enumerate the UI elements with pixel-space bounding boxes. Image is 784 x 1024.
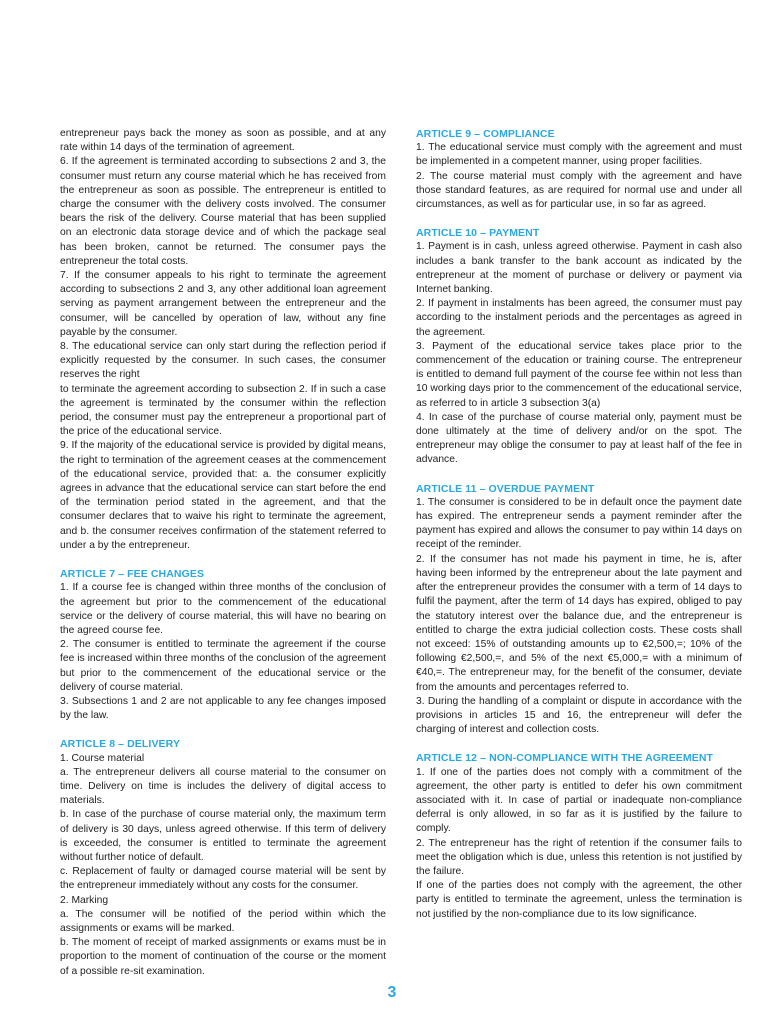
paragraph: c. Replacement of faulty or damaged course material will be sent by the entrepreneur immediately without any costs for the consumer. (60, 866, 386, 892)
article-11-heading: ARTICLE 11 – OVERDUE PAYMENT (416, 482, 595, 495)
paragraph: 2. If payment in instalments has been agreed, the consumer must pay according to the instalment periods and the percentages as agreed in the agreement. (416, 298, 742, 338)
paragraph: 2. Marking (60, 894, 109, 906)
article-12-heading: ARTICLE 12 – NON-COMPLIANCE WITH THE AGREEMENT (416, 752, 714, 765)
article-10-heading: ARTICLE 10 – PAYMENT (416, 227, 540, 240)
paragraph: 1. Course material (60, 752, 145, 764)
paragraph: 2. The course material must comply with the agreement and have those standard features, as are required for normal use and under all circumstances, as well as for particular use, in so far as agreed. (416, 170, 742, 211)
paragraph: 1. The consumer is considered to be in default once the payment date has expired. The entrepreneur sends a payment reminder after the payment has expired and allows the consumer to pay within 14 days on receipt of the reminder. (416, 496, 742, 551)
paragraph: 7. If the consumer appeals to his right to terminate the agreement according to subsections 2 and 3, any other additional loan agreement serving as payment arrangement between the entrepreneur and the consumer, will be cancelled by operation of law, without any fine payable by the consumer. (60, 270, 386, 338)
paragraph: entrepreneur pays back the money as soon as possible, and at any rate within 14 days of the termination of agreement. (60, 128, 386, 154)
paragraph: 1. If one of the parties does not comply with a commitment of the agreement, the other party is entitled to defer his own commitment associated with it. In case of partial or inadequate non-compliance deferral is only allowed, in so far as it is justified by the failure to comply. (416, 766, 742, 835)
paragraph: b. In case of the purchase of course material only, the maximum term of delivery is 30 days, unless agreed otherwise. If this term of delivery is exceeded, the consumer is entitled to terminate the agreement without further notice of default. (60, 809, 386, 863)
page-number: 3 (387, 984, 397, 1001)
paragraph: If one of the parties does not comply with the agreement, the other party is entitled to terminate the agreement, unless the termination is not justified by the non-compliance due to its low significance. (416, 880, 742, 920)
paragraph: 2. The entrepreneur has the right of retention if the consumer fails to meet the obligation which is due, unless this retention is not justified by the failure. (416, 837, 742, 877)
paragraph: 2. The consumer is entitled to terminate the agreement if the course fee is increased within three months of the conclusion of the agreement but prior to the commencement of the educational service or the delivery of course material. (60, 639, 386, 693)
paragraph: a. The consumer will be notified of the period within which the assignments or exams will be marked. (60, 908, 386, 934)
left-column (60, 127, 386, 979)
article-7-heading: ARTICLE 7 – FEE CHANGES (60, 568, 205, 581)
right-column (416, 127, 742, 922)
paragraph: 1. The educational service must comply with the agreement and must be implemented in a competent manner, using proper facilities. (416, 142, 742, 168)
paragraph: 2. If the consumer has not made his payment in time, he is, after having been informed by the entrepreneur about the late payment and after the entrepreneur provides the consumer with a term of 14 days to fulfil the payment, after the term of 14 days has expired, obliged to pay the statutory interest over the balance due, and the entrepreneur is entitled to charge the extra judicial collection costs. These costs shall not exceed: 15% of outstanding amounts up to €2,500,=; 10% of the following €2,500,=, and 5% of the next €5,000,= with a minimum of €40,=. The entrepreneur may, for the benefit of the consumer, deviate from the amounts and percentages referred to. (416, 553, 742, 693)
paragraph: 1. If a course fee is changed within three months of the conclusion of the agreement but prior to the commencement of the educational service or the delivery of course material, this will have no bearing on the agreed course fee. (60, 582, 386, 636)
article-8-heading: ARTICLE 8 – DELIVERY (60, 738, 181, 751)
paragraph: 1. Payment is in cash, unless agreed otherwise. Payment in cash also includes a bank transfer to the bank account as indicated by the entrepreneur at the moment of purchase or delivery or payment via Internet banking. (416, 241, 742, 296)
paragraph: 9. If the majority of the educational service is provided by digital means, the right to termination of the agreement ceases at the commencement of the educational service, provided that: a. the consumer explicitly agrees in advance that the educational service can start before the end of the termination period stated in the agreement, and that the consumer declares that to waive his right to terminate the agreement, and b. the consumer receives confirmation of the statement referred to under a by the entrepreneur. (60, 440, 386, 551)
paragraph: 6. If the agreement is terminated according to subsections 2 and 3, the consumer must return any course material which he has received from the entrepreneur as soon as possible. The entrepreneur is entitled to charge the consumer with the delivery costs involved. The consumer bears the risk of the delivery. Course material that has been supplied on an electronic data storage device and of which the package seal has been broken, cannot be returned. The consumer pays the entrepreneur the total costs. (60, 156, 386, 267)
paragraph: 8. The educational service can only start during the reflection period if explicitly requested by the consumer. In such cases, the consumer reserves the right (60, 341, 386, 381)
paragraph: to terminate the agreement according to subsection 2. If in such a case the agreement is terminated by the consumer within the reflection period, the consumer must pay the entrepreneur a proportional part of the price of the educational service. (60, 383, 386, 438)
paragraph: 3. During the handling of a complaint or dispute in accordance with the provisions in articles 15 and 16, the entrepreneur will defer the charging of interest and collection costs. (416, 695, 742, 736)
paragraph: b. The moment of receipt of marked assignments or exams must be in proportion to the moment of continuation of the course or the moment of a possible re-sit examination. (60, 937, 386, 977)
paragraph: a. The entrepreneur delivers all course material to the consumer on time. Delivery on time is includes the delivery of digital access to materials. (60, 766, 386, 807)
paragraph: 3. Subsections 1 and 2 are not applicable to any fee changes imposed by the law. (60, 695, 386, 722)
paragraph: 3. Payment of the educational service takes place prior to the commencement of the education or training course. The entrepreneur is entitled to demand full payment of the course fee within not less than 10 working days prior to the commencement of the educational service, as referred to in article 3 subsection 3(a) (416, 340, 742, 409)
article-9-heading: ARTICLE 9 – COMPLIANCE (416, 128, 555, 140)
paragraph: 4. In case of the purchase of course material only, payment must be done ultimately at the time of delivery and/or on the spot. The entrepreneur may oblige the consumer to pay at least half of the fee in advance. (416, 411, 742, 466)
